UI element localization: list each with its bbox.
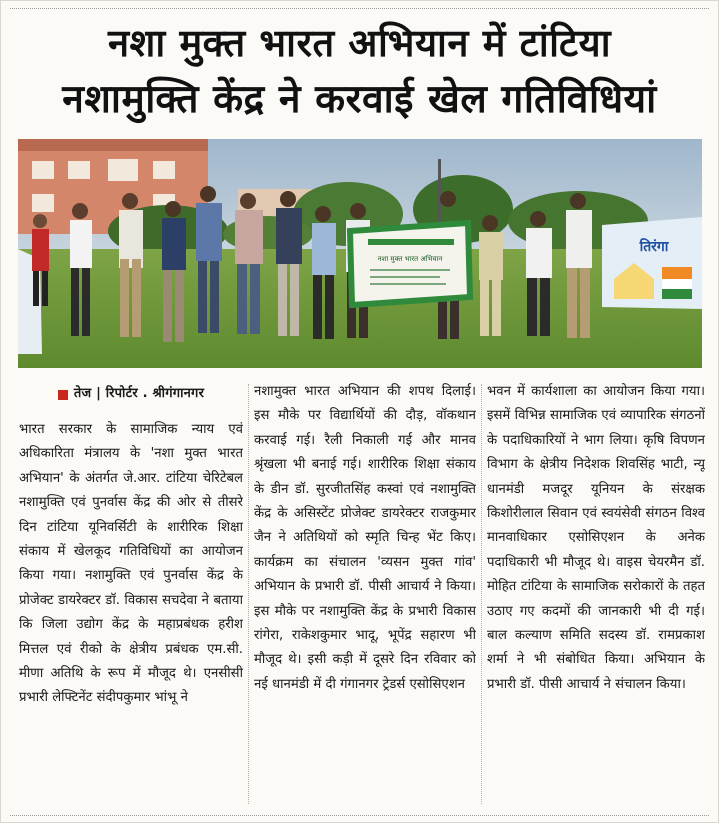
byline-text: तेज | रिपोर्टर . श्रीगंगानगर — [73, 385, 205, 401]
column-2-text: नशामुक्त भारत अभियान की शपथ दिलाई। इस मौके पर विद्यार्थियों की दौड़, वॉकथान करवाई गई। रैली निकाली गई और मानव श्रृंखला भी बनाई गई। शारीरिक शिक्षा संकाय के डीन डॉ. सुरजीतसिंह कस्वां एवं नशामुक्ति केंद्र के असिस्टेंट प्रोजेक्ट डायरेक्टर राजकुमार जैन ने अतिथियों को स्मृति चिन्ह भेंट किए। कार्यक्रम का संचालन 'व्यसन मुक्त गांव' अभियान के प्रभारी डॉ. पीसी आचार्य ने किया। इस मौके पर नशामुक्ति केंद्र के प्रभारी विकास रांगेरा, राकेशकुमार भादू, भूपेंद्र सहारण भी मौजूद थे। इसी कड़ी में दूसरे दिन रविवार को नई धानमंडी में दी गंगानगर ट्रेडर्स एसोसिएशन — [254, 384, 476, 692]
column-3-text: भवन में कार्यशाला का आयोजन किया गया। इसमें विभिन्न सामाजिक एवं व्यापारिक संगठनों के पदाधिकारियों ने भाग लिया। कृषि विपणन विभाग के क्षेत्रीय निदेशक शिवसिंह भाटी, न्यू धानमंडी मजदूर यूनियन के संरक्षक किशोरीलाल सिवान एवं स्वयंसेवी संगठन विश्व मानवाधिकार एसोसिएशन के अनेक पदाधिकारी भी मौजूद थे। वाइस चेयरमैन डॉ. मोहित टांटिया के सामाजिक सरोकारों के तहत उठाए गए कदमों की जानकारी भी दी गई। बाल कल्याण समिति सदस्य डॉ. रामप्रकाश शर्मा ने भी संबोधित किया। अभियान के प्रभारी डॉ. पीसी आचार्य ने संचालन किया। — [487, 384, 705, 692]
article-column-2 — [254, 380, 476, 815]
article-column-3 — [487, 380, 705, 815]
top-divider — [10, 8, 709, 10]
byline-square-icon — [58, 390, 68, 400]
column-divider — [248, 384, 250, 804]
campaign-banner — [350, 223, 470, 305]
tiranga-poster — [602, 217, 702, 309]
byline — [19, 380, 243, 408]
news-photo — [18, 139, 702, 368]
headline-line-1: नशा मुक्त भारत अभियान में टांटिया — [107, 21, 612, 65]
column-1-text: भारत सरकार के सामाजिक न्याय एवं अधिकारिता मंत्रालय के 'नशा मुक्त भारत अभियान' के अंतर्गत जे.आर. टांटिया चेरिटेबल नशामुक्ति एवं पुनर्वास केंद्र की ओर से तीसरे दिन टांटिया यूनिवर्सिटी के शारीरिक शिक्षा संकाय में खेलकूद गतिविधियों का आयोजन किया गया। नशामुक्ति एवं पुनर्वास केंद्र के प्रोजेक्ट डायरेक्टर डॉ. विकास सचदेवा ने बताया कि जिला उद्योग केंद्र के महाप्रबंधक हरीश मित्तल एवं रीको के क्षेत्रीय प्रबंधक एम.सी. मीणा अतिथि के रूप में मौजूद थे। एनसीसी प्रभारी लेफ्टिनेंट संदीपकुमार भांभू ने — [19, 422, 243, 706]
poster-text: तिरंगा — [639, 239, 669, 255]
article-column-1 — [19, 380, 243, 815]
column-divider — [481, 384, 483, 804]
banner-text: नशा मुक्त भारत अभियान — [377, 255, 443, 263]
bottom-divider — [10, 815, 709, 817]
headline-line-2: नशामुक्ति केंद्र ने करवाई खेल गतिविधियां — [62, 77, 657, 122]
